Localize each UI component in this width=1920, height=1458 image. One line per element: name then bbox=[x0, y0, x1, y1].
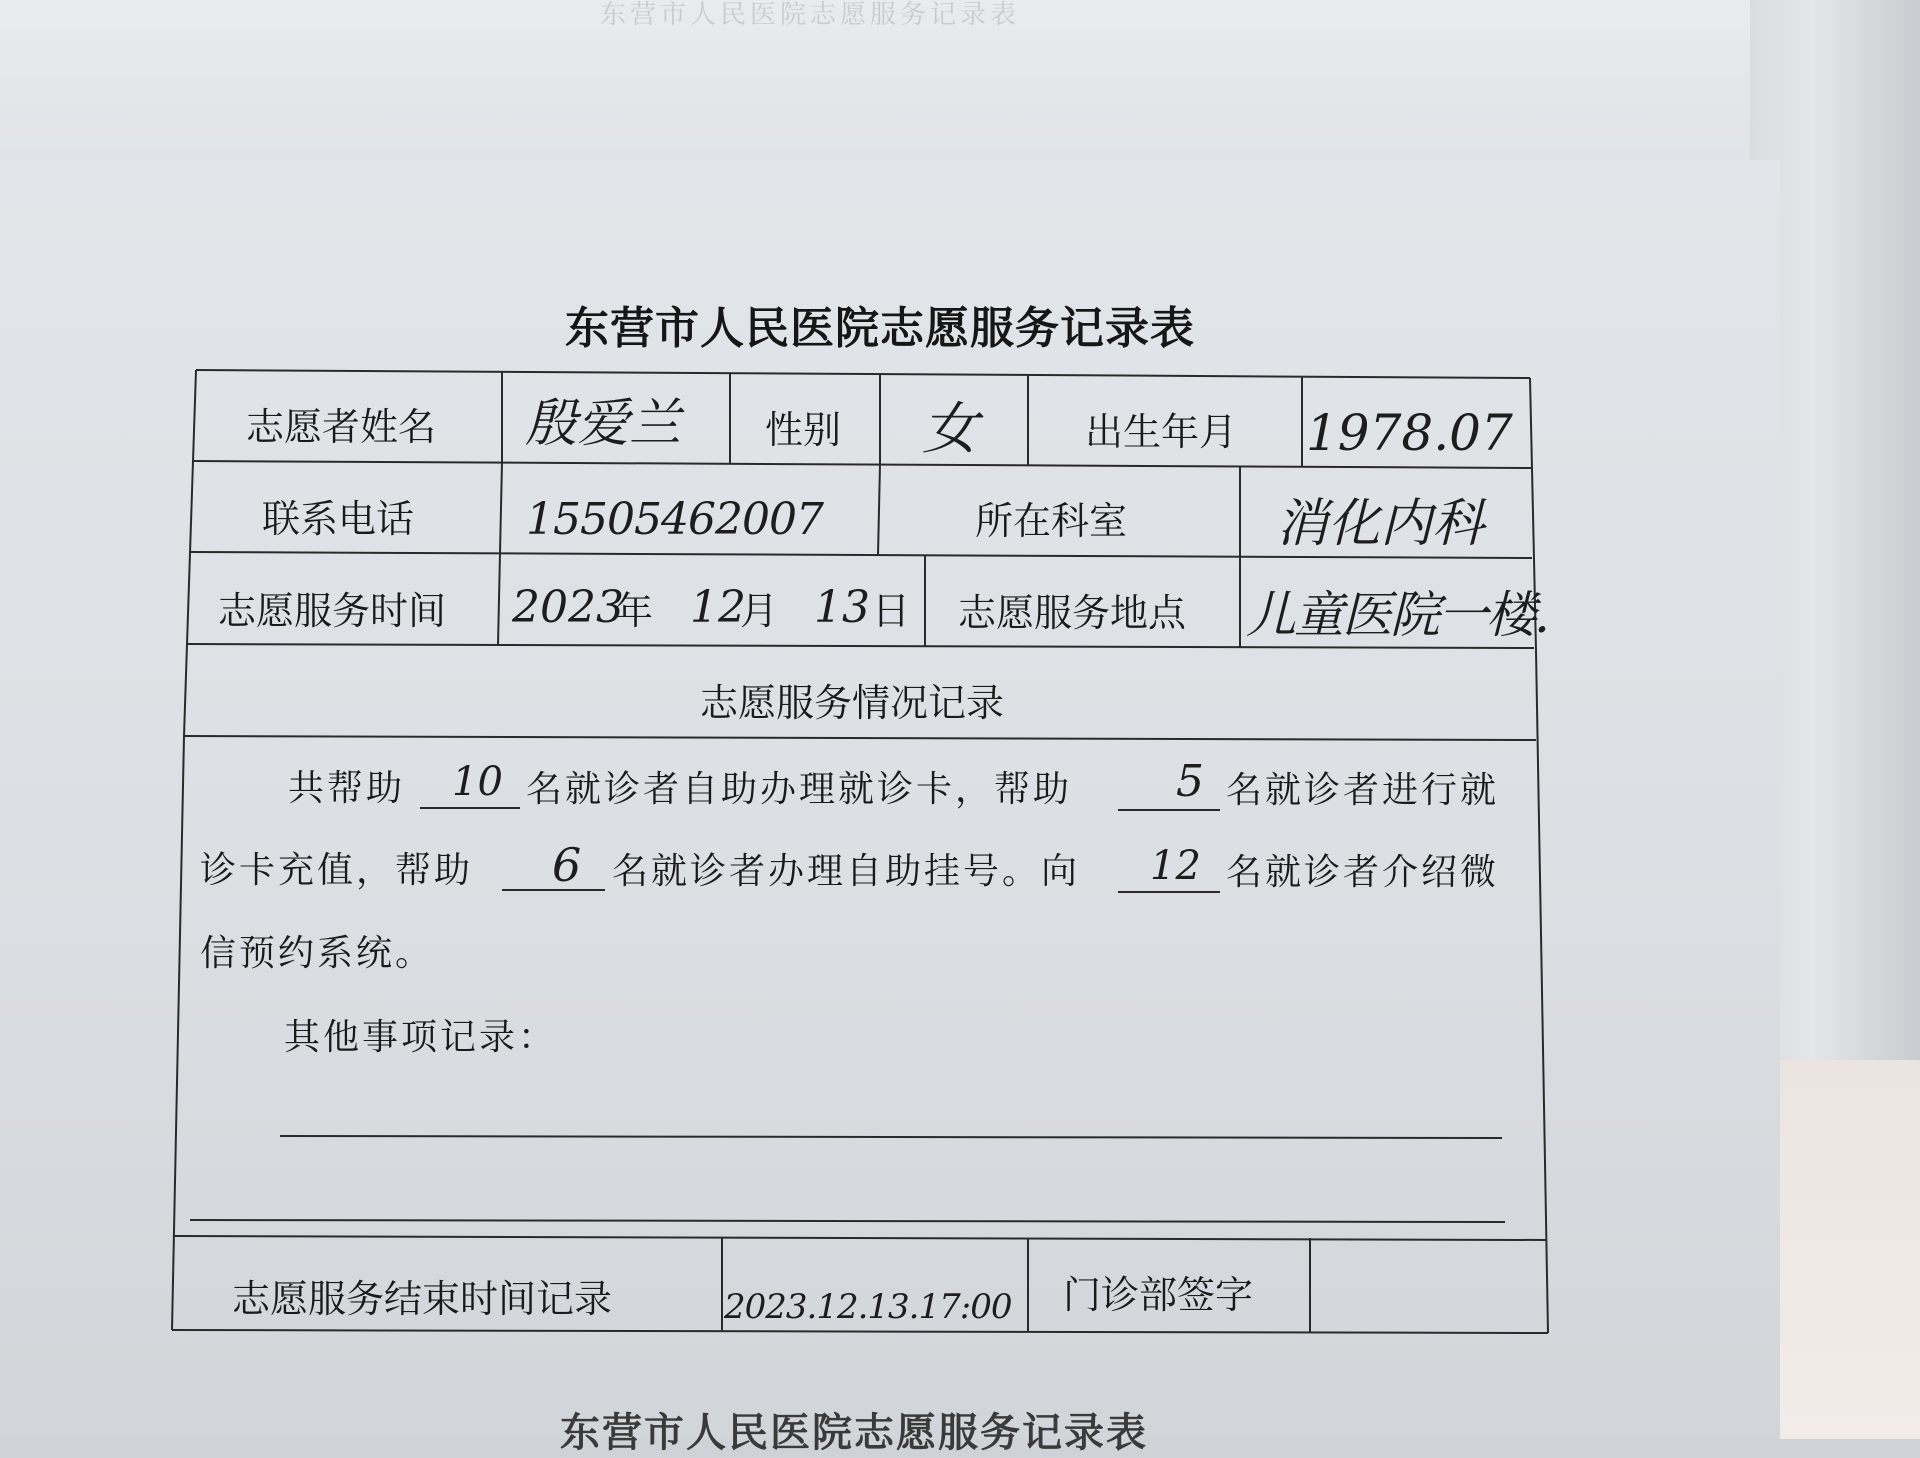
service-year-value: 2023 bbox=[512, 582, 624, 633]
record-line3: 信预约系统。 bbox=[200, 933, 435, 974]
phone-value: 15505462007 bbox=[526, 494, 823, 545]
gender-label: 性别 bbox=[765, 408, 842, 452]
service-month-char: 月 bbox=[740, 589, 779, 633]
end-time-value: 2023.12.13.17:00 bbox=[724, 1287, 1012, 1327]
section-header: 志愿服务情况记录 bbox=[700, 681, 1005, 725]
service-month-value: 12 bbox=[690, 582, 746, 633]
phone-label: 联系电话 bbox=[262, 497, 415, 541]
service-day-char: 日 bbox=[872, 589, 911, 633]
gender-value: 女 bbox=[922, 397, 978, 462]
next-sheet-title-partial: 东营市人民医院志愿服务记录表 bbox=[560, 1409, 1148, 1456]
outpatient-signature-label: 门诊部签字 bbox=[1063, 1273, 1254, 1317]
other-items-label: 其他事项记录： bbox=[284, 1017, 558, 1058]
introduced-wechat-count: 12 bbox=[1150, 843, 1201, 889]
service-day-value: 13 bbox=[814, 582, 870, 633]
record-line2-part1: 诊卡充值，帮助 bbox=[200, 850, 474, 891]
department-value: 消化内科 bbox=[1276, 494, 1485, 554]
record-line2-part3: 名就诊者介绍微 bbox=[1226, 852, 1500, 893]
service-place-label: 志愿服务地点 bbox=[958, 591, 1187, 635]
helped-card-count: 10 bbox=[452, 759, 503, 805]
service-place-value: 儿童医院一楼. bbox=[1246, 586, 1548, 644]
volunteer-name-label: 志愿者姓名 bbox=[246, 405, 437, 449]
volunteer-name-value: 殷爱兰 bbox=[525, 394, 682, 454]
end-time-label: 志愿服务结束时间记录 bbox=[232, 1277, 613, 1321]
record-line1-part3: 名就诊者进行就 bbox=[1226, 770, 1500, 811]
service-time-label: 志愿服务时间 bbox=[218, 589, 447, 633]
department-label: 所在科室 bbox=[975, 499, 1128, 543]
birth-date-label: 出生年月 bbox=[1085, 410, 1238, 454]
previous-sheet-text: 东营市人民医院志愿服务记录表 bbox=[600, 0, 1021, 30]
service-year-char: 年 bbox=[615, 589, 654, 633]
helped-registration-count: 6 bbox=[552, 838, 582, 892]
previous-sheet bbox=[0, 0, 1750, 180]
record-line1-part1: 共帮助 bbox=[288, 768, 406, 809]
helped-recharge-count: 5 bbox=[1176, 756, 1204, 807]
form-title: 东营市人民医院志愿服务记录表 bbox=[565, 303, 1195, 354]
record-line2-part2: 名就诊者办理自助挂号。向 bbox=[612, 851, 1081, 892]
birth-date-value: 1978.07 bbox=[1306, 404, 1513, 462]
background-surface bbox=[1770, 1060, 1920, 1439]
record-line1-part2: 名就诊者自助办理就诊卡，帮助 bbox=[526, 769, 1073, 810]
